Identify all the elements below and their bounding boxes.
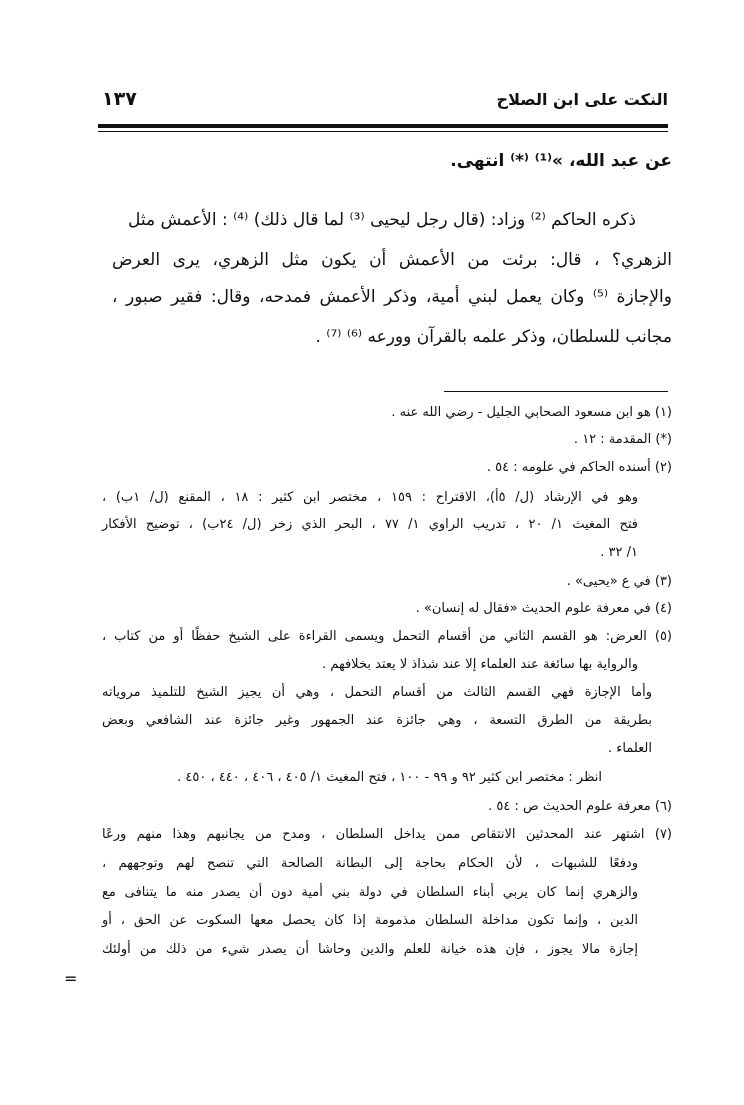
footnote-line: ١/ ٣٢ . xyxy=(600,545,638,560)
continuation-mark: = xyxy=(64,969,78,988)
header-rule-thick xyxy=(98,124,668,128)
header-rule-thin xyxy=(98,131,668,132)
main-line: مجانب للسلطان، وذكر علمه بالقرآن وورعه ⁽⁶⁾ ⁽⁷⁾ . xyxy=(315,327,672,347)
footnote-line: العلماء . xyxy=(607,741,652,756)
footnote-line: وهو في الإرشاد (ل/ ٥أ)، الاقتراح : ١٥٩ ، مختصر ابن كثير : ١٨ ، المقنع (ل/ ١ب) ، xyxy=(102,490,639,505)
main-line: عن عبد الله، »⁽¹⁾ ⁽*⁾ انتهى. xyxy=(450,151,672,171)
book-title: النكت على ابن الصلاح xyxy=(496,90,668,109)
main-line: والإجازة ⁽⁵⁾ وكان يعمل لبني أمية، وذكر الأعمش فمدحه، وقال: فقير صبور ، xyxy=(112,287,672,307)
footnote-line: (٣) في ع «يحيى» . xyxy=(566,574,672,589)
footnote-divider xyxy=(444,391,668,392)
footnote-line: (٧) اشتهر عند المحدثين الانتقاص ممن يداخل السلطان ، ومدح من يجانبهم وهذا منهم ورعًا xyxy=(102,827,672,842)
footnote-line: (٥) العرض: هو القسم الثاني من أقسام التحمل ويسمى القراءة على الشيخ حفظًا أو من كتاب ، xyxy=(102,629,672,644)
footnote-line: انظر : مختصر ابن كثير ٩٢ و ٩٩ - ١٠٠ ، فتح المغيث ١/ ٤٠٥ ، ٤٠٦ ، ٤٤٠ ، ٤٥٠ . xyxy=(177,770,602,785)
footnote-line: الدين ، وإنما تكون مداخلة السلطان مذمومة إذا كان يحصل معها السكوت عن الحق ، أو xyxy=(102,913,638,928)
footnote-line: وأما الإجازة فهي القسم الثالث من أقسام التحمل ، وهي أن يجيز الشيخ للتلميذ مروياته xyxy=(102,685,652,700)
footnote-line: بطريقة من الطرق التسعة ، وهي جائزة عند الجمهور وغير جائزة عند الشافعي وبعض xyxy=(102,713,652,728)
page-header xyxy=(98,88,668,124)
footnote-line: (٢) أسنده الحاكم في علومه : ٥٤ . xyxy=(486,460,672,475)
footnote-line: (٤) في معرفة علوم الحديث «فقال له إنسان» . xyxy=(415,601,672,616)
footnote-line: (١) هو ابن مسعود الصحابي الجليل - رضي الله عنه . xyxy=(391,405,672,420)
footnote-line: والرواية بها سائغة عند العلماء إلا عند شذاذ لا يعتد بخلافهم . xyxy=(322,657,638,672)
page-number: ١٣٧ xyxy=(102,88,137,110)
main-line: الزهري؟ ، قال: برئت من الأعمش أن يكون مثل الزهري، يرى العرض xyxy=(112,250,672,270)
footnote-line: (*) المقدمة : ١٢ . xyxy=(573,432,672,447)
footnote-line: ودفعًا للشبهات ، لأن الحكام بحاجة إلى البطانة الصالحة التي تنصح لهم وتوجههم ، xyxy=(102,856,638,871)
footnote-line: فتح المغيث ١/ ٢٠ ، تدريب الراوي ١/ ٧٧ ، البحر الذي زخر (ل/ ٢٤ب) ، توضيح الأفكار xyxy=(102,517,639,532)
footnote-line: والزهري إنما كان يربي أبناء السلطان في دولة بني أمية دون أن يصدر منه ما يتنافى مع xyxy=(102,885,638,900)
footnote-line: (٦) معرفة علوم الحديث ص : ٥٤ . xyxy=(488,799,672,814)
footnote-line: إجازة مالا يجوز ، فإن هذه خيانة للعلم والدين وحاشا أن يصدر شيء من ذلك من أولئك xyxy=(102,942,638,957)
main-line: ذكره الحاكم ⁽²⁾ وزاد: (قال رجل ليحيى ⁽³⁾ لما قال ذلك) ⁽⁴⁾ : الأعمش مثل xyxy=(128,210,636,230)
